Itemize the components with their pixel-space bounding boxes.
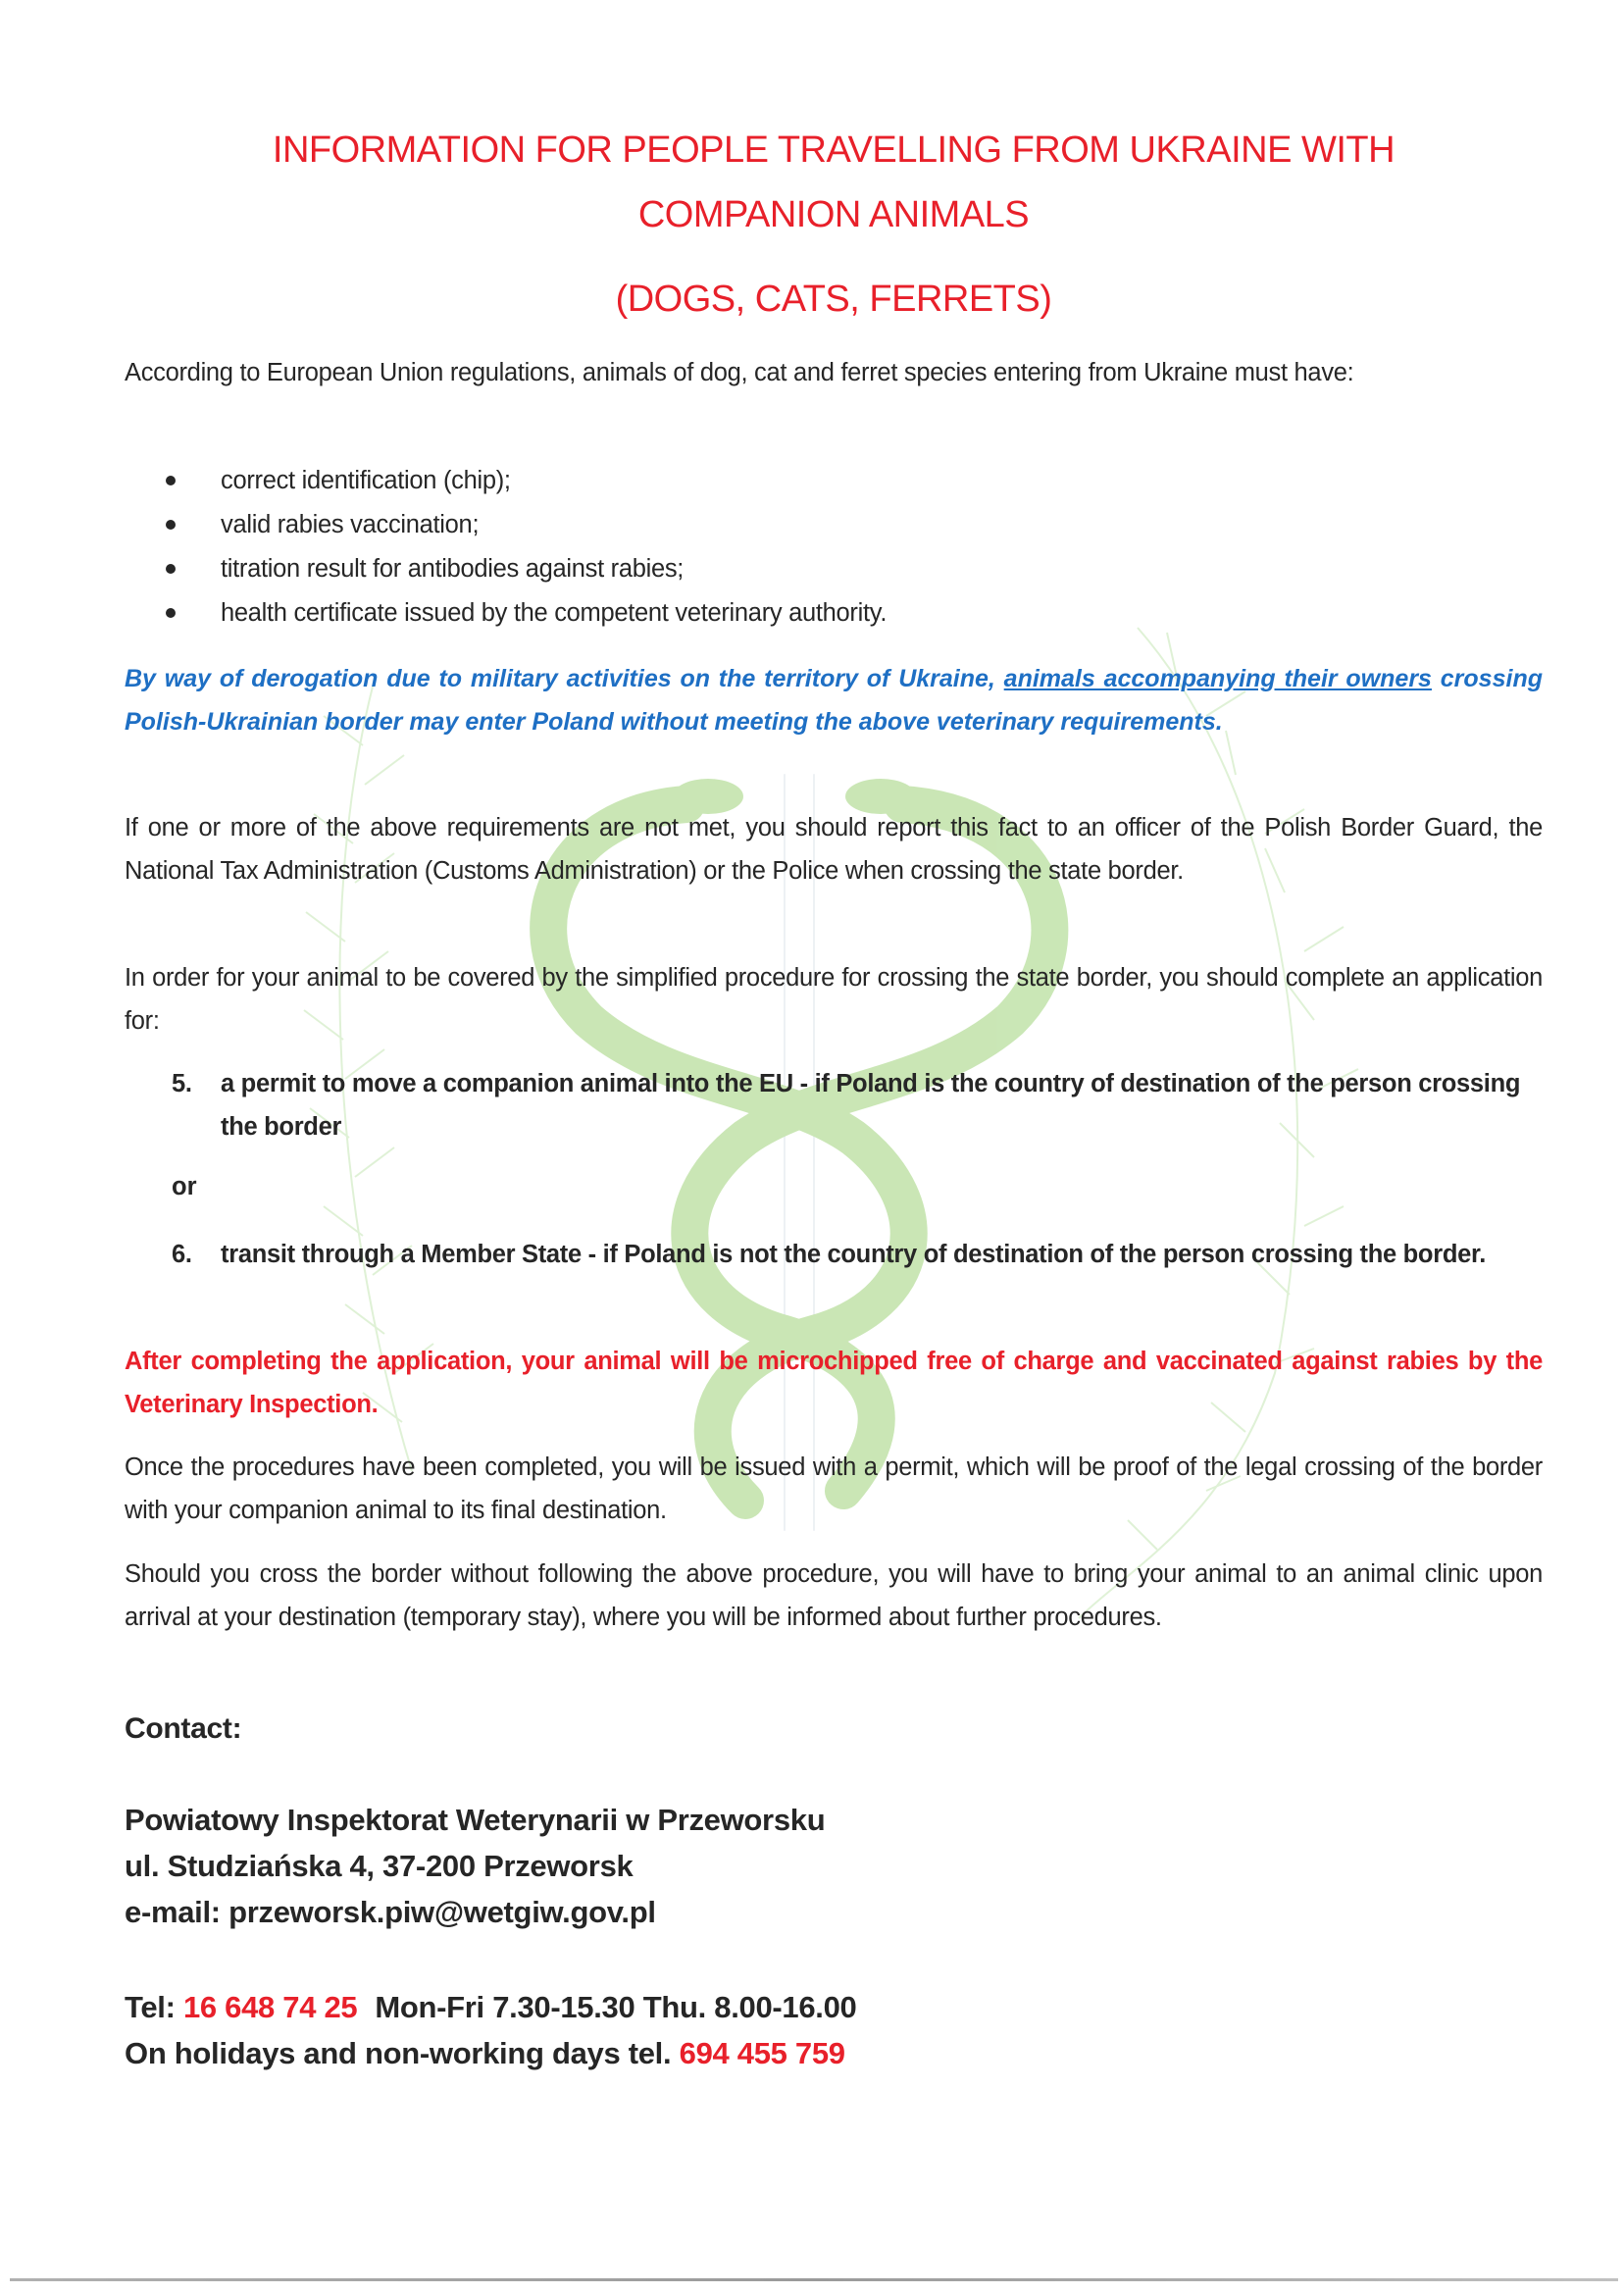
page-subtitle: (DOGS, CATS, FERRETS): [615, 279, 1052, 320]
or-separator: or: [172, 1173, 197, 1200]
free-service-notice: After completing the application, your animal will be microchipped free of charge and vaccinated against rabies by the Veterinary Inspection.: [125, 1348, 1543, 1418]
requirement-text: titration result for antibodies against rabies;: [221, 555, 685, 583]
office-hours: Mon-Fri 7.30-15.30 Thu. 8.00-16.00: [375, 1990, 857, 2024]
requirement-text: health certificate issued by the competent veterinary authority.: [221, 599, 888, 627]
contact-address: ul. Studziańska 4, 37-200 Przeworsk: [125, 1849, 634, 1883]
requirements-list: [166, 459, 1441, 636]
application-option-permit: [172, 1062, 1543, 1148]
requirement-item: [166, 591, 1441, 636]
email-label: e-mail:: [125, 1895, 229, 1929]
tel-number[interactable]: 16 648 74 25: [182, 1990, 358, 2024]
contact-holiday-line: [125, 2030, 845, 2076]
bullet-icon: [166, 564, 176, 574]
requirement-item: [166, 459, 1441, 503]
application-intro-paragraph: In order for your animal to be covered by the simplified procedure for crossing the state border, you should complete an application for:: [125, 964, 1543, 1035]
contact-organization: Powiatowy Inspektorat Weterynarii w Przeworsku: [125, 1803, 826, 1837]
option-text: transit through a Member State - if Poland is not the country of destination of the person crossing the border.: [221, 1241, 1486, 1268]
holiday-tel-number[interactable]: 694 455 759: [679, 2036, 845, 2070]
without-procedure-paragraph: Should you cross the border without following the above procedure, you will have to bring your animal to an animal clinic upon arrival at your destination (temporary stay), where you will be informed about further procedures.: [125, 1560, 1543, 1631]
requirement-text: valid rabies vaccination;: [221, 511, 480, 538]
requirement-item: [166, 547, 1441, 591]
contact-email-line: [125, 1889, 656, 1935]
holiday-label: On holidays and non-working days tel.: [125, 2036, 680, 2070]
derogation-lead: By way of derogation due to military activities on the territory of Ukraine,: [125, 665, 1004, 692]
option-text: a permit to move a companion animal into the EU - if Poland is the country of destination of the person crossing the border: [221, 1070, 1521, 1141]
contact-heading: Contact:: [125, 1712, 242, 1745]
email-link[interactable]: przeworsk.piw@wetgiw.gov.pl: [228, 1895, 656, 1929]
option-number: 5.: [172, 1070, 192, 1097]
report-paragraph: If one or more of the above requirements are not met, you should report this fact to an officer of the Polish Border Guard, the National Tax Administration (Customs Administration) or the Police when crossing the state border.: [125, 814, 1543, 885]
derogation-rest: crossing Polish-Ukrainian border may enter Poland without meeting the above veterinary requirements.: [125, 665, 1543, 736]
bullet-icon: [166, 608, 176, 618]
application-option-transit: [172, 1233, 1543, 1276]
scan-edge-divider: [10, 2278, 1618, 2281]
option-number: 6.: [172, 1241, 192, 1268]
permit-paragraph: Once the procedures have been completed, you will be issued with a permit, which will be proof of the legal crossing of the border with your companion animal to its final destination.: [125, 1453, 1543, 1524]
bullet-icon: [166, 476, 176, 485]
derogation-underlined: animals accompanying their owners: [1003, 665, 1432, 692]
tel-label: Tel:: [125, 1990, 183, 2024]
contact-tel-line: [125, 1984, 857, 2030]
requirement-text: correct identification (chip);: [221, 467, 511, 494]
page-title-line-2: COMPANION ANIMALS: [637, 194, 1030, 235]
intro-paragraph: According to European Union regulations, animals of dog, cat and ferret species entering from Ukraine must have:: [125, 359, 1354, 386]
bullet-icon: [166, 520, 176, 530]
derogation-notice: [125, 657, 1543, 743]
requirement-item: [166, 503, 1441, 547]
page-title-line-1: INFORMATION FOR PEOPLE TRAVELLING FROM UKRAINE WITH: [272, 129, 1396, 171]
